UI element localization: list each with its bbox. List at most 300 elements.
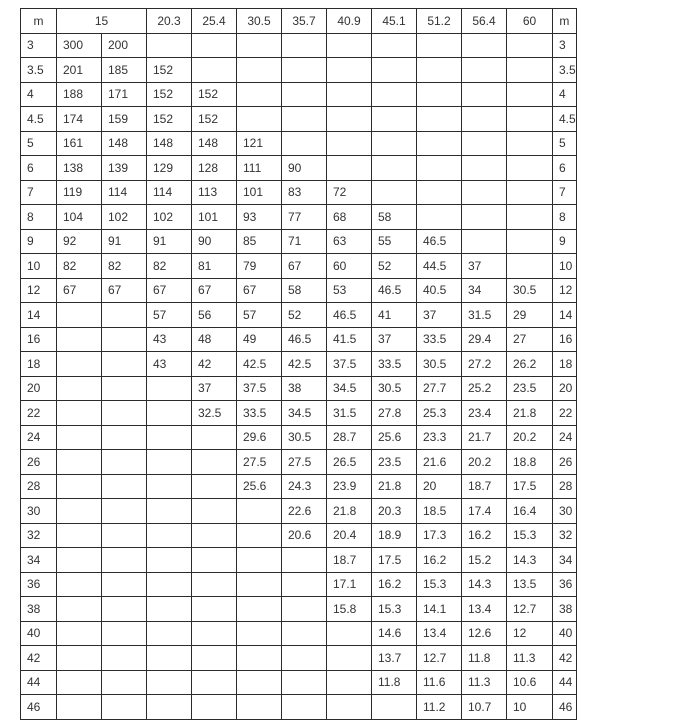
table-row: [21, 254, 577, 279]
capacity-cell: 37: [192, 376, 237, 401]
capacity-cell: 81: [192, 254, 237, 279]
capacity-cell: [282, 107, 327, 132]
table-row: [21, 131, 577, 156]
capacity-cell: 33.5: [417, 327, 462, 352]
capacity-cell: [327, 33, 372, 58]
capacity-cell: [147, 401, 192, 426]
capacity-cell: 23.5: [507, 376, 553, 401]
capacity-cell: [102, 450, 147, 475]
radius-cell-left: 24: [21, 425, 57, 450]
capacity-cell: 17.5: [507, 474, 553, 499]
capacity-cell: 23.4: [462, 401, 507, 426]
radius-cell-right: 26: [553, 450, 577, 475]
capacity-cell: 11.3: [462, 670, 507, 695]
capacity-cell: 85: [237, 229, 282, 254]
capacity-cell: [102, 376, 147, 401]
capacity-cell: 67: [102, 278, 147, 303]
capacity-cell: 53: [327, 278, 372, 303]
capacity-cell: [57, 597, 102, 622]
capacity-cell: 171: [102, 82, 147, 107]
capacity-cell: 17.3: [417, 523, 462, 548]
capacity-cell: 57: [147, 303, 192, 328]
table-row: [21, 499, 577, 524]
capacity-cell: [102, 352, 147, 377]
capacity-cell: 102: [147, 205, 192, 230]
table-row: [21, 548, 577, 573]
capacity-cell: [237, 670, 282, 695]
capacity-cell: [237, 646, 282, 671]
capacity-cell: [102, 474, 147, 499]
capacity-cell: [237, 82, 282, 107]
capacity-cell: 14.1: [417, 597, 462, 622]
capacity-cell: 15.3: [417, 572, 462, 597]
table-row: [21, 278, 577, 303]
capacity-cell: [282, 82, 327, 107]
capacity-cell: 12.7: [507, 597, 553, 622]
capacity-cell: 46.5: [282, 327, 327, 352]
capacity-cell: [282, 670, 327, 695]
capacity-cell: 174: [57, 107, 102, 132]
capacity-cell: [462, 82, 507, 107]
capacity-cell: [417, 58, 462, 83]
table-row: [21, 33, 577, 58]
capacity-cell: [147, 425, 192, 450]
capacity-cell: [507, 180, 553, 205]
radius-cell-right: 7: [553, 180, 577, 205]
radius-cell-right: 3.5: [553, 58, 577, 83]
capacity-cell: [102, 523, 147, 548]
capacity-cell: [327, 82, 372, 107]
radius-cell-right: 34: [553, 548, 577, 573]
capacity-cell: 56: [192, 303, 237, 328]
capacity-cell: 15.2: [462, 548, 507, 573]
capacity-cell: 25.2: [462, 376, 507, 401]
capacity-cell: [282, 621, 327, 646]
capacity-cell: 37: [462, 254, 507, 279]
radius-cell-right: 46: [553, 695, 577, 720]
capacity-cell: 82: [147, 254, 192, 279]
capacity-cell: [327, 670, 372, 695]
capacity-cell: [237, 695, 282, 720]
capacity-cell: 22.6: [282, 499, 327, 524]
capacity-cell: 13.4: [417, 621, 462, 646]
capacity-cell: 27.5: [237, 450, 282, 475]
capacity-cell: [417, 131, 462, 156]
capacity-cell: [327, 156, 372, 181]
capacity-cell: 60: [327, 254, 372, 279]
capacity-cell: 200: [102, 33, 147, 58]
capacity-cell: 91: [147, 229, 192, 254]
capacity-cell: 67: [57, 278, 102, 303]
capacity-cell: [417, 156, 462, 181]
capacity-cell: [57, 450, 102, 475]
radius-cell-right: 36: [553, 572, 577, 597]
radius-cell-right: 18: [553, 352, 577, 377]
radius-cell-right: 38: [553, 597, 577, 622]
radius-header-left: m: [21, 9, 57, 34]
table-row: [21, 180, 577, 205]
capacity-cell: 82: [57, 254, 102, 279]
capacity-cell: 18.5: [417, 499, 462, 524]
capacity-cell: [147, 572, 192, 597]
radius-cell-left: 32: [21, 523, 57, 548]
radius-cell-left: 7: [21, 180, 57, 205]
capacity-cell: 37.5: [237, 376, 282, 401]
radius-cell-left: 22: [21, 401, 57, 426]
capacity-cell: [147, 33, 192, 58]
capacity-cell: 11.3: [507, 646, 553, 671]
radius-cell-right: 4.5: [553, 107, 577, 132]
capacity-cell: [507, 33, 553, 58]
capacity-cell: [372, 695, 417, 720]
boom-length-header: 15: [57, 9, 147, 34]
capacity-cell: 29.4: [462, 327, 507, 352]
capacity-cell: [192, 597, 237, 622]
capacity-cell: 77: [282, 205, 327, 230]
radius-cell-right: 40: [553, 621, 577, 646]
capacity-cell: 12.6: [462, 621, 507, 646]
capacity-cell: 152: [147, 107, 192, 132]
capacity-cell: 79: [237, 254, 282, 279]
capacity-cell: 24.3: [282, 474, 327, 499]
table-row: [21, 450, 577, 475]
capacity-cell: 161: [57, 131, 102, 156]
capacity-cell: [417, 33, 462, 58]
capacity-cell: [462, 180, 507, 205]
table-row: [21, 303, 577, 328]
table-row: [21, 229, 577, 254]
radius-cell-right: 28: [553, 474, 577, 499]
capacity-cell: 29: [507, 303, 553, 328]
capacity-cell: [147, 523, 192, 548]
capacity-cell: 32.5: [192, 401, 237, 426]
capacity-cell: [372, 107, 417, 132]
radius-cell-right: 12: [553, 278, 577, 303]
radius-cell-right: 5: [553, 131, 577, 156]
capacity-cell: [57, 425, 102, 450]
radius-cell-left: 36: [21, 572, 57, 597]
capacity-cell: [282, 58, 327, 83]
boom-length-header: 45.1: [372, 9, 417, 34]
capacity-cell: [147, 597, 192, 622]
radius-cell-left: 26: [21, 450, 57, 475]
capacity-cell: [102, 303, 147, 328]
capacity-cell: 67: [282, 254, 327, 279]
capacity-cell: 30.5: [372, 376, 417, 401]
table-row: [21, 352, 577, 377]
boom-length-header: 25.4: [192, 9, 237, 34]
table-row: [21, 327, 577, 352]
capacity-cell: 31.5: [462, 303, 507, 328]
capacity-cell: [327, 131, 372, 156]
capacity-cell: 111: [237, 156, 282, 181]
radius-cell-left: 6: [21, 156, 57, 181]
radius-header-right: m: [553, 9, 577, 34]
capacity-cell: [57, 499, 102, 524]
radius-cell-right: 24: [553, 425, 577, 450]
capacity-cell: 31.5: [327, 401, 372, 426]
capacity-cell: [192, 548, 237, 573]
table-row: [21, 205, 577, 230]
capacity-cell: 26.2: [507, 352, 553, 377]
boom-length-header: 35.7: [282, 9, 327, 34]
capacity-cell: 129: [147, 156, 192, 181]
capacity-cell: 16.4: [507, 499, 553, 524]
capacity-cell: [192, 58, 237, 83]
capacity-cell: 68: [327, 205, 372, 230]
radius-cell-left: 8: [21, 205, 57, 230]
capacity-cell: [57, 376, 102, 401]
radius-cell-left: 46: [21, 695, 57, 720]
boom-length-header: 20.3: [147, 9, 192, 34]
capacity-cell: [372, 82, 417, 107]
capacity-cell: 67: [147, 278, 192, 303]
capacity-cell: [192, 523, 237, 548]
radius-cell-left: 14: [21, 303, 57, 328]
capacity-cell: [462, 107, 507, 132]
capacity-cell: [417, 82, 462, 107]
capacity-cell: 152: [147, 58, 192, 83]
capacity-cell: 18.7: [327, 548, 372, 573]
capacity-cell: 18.9: [372, 523, 417, 548]
capacity-cell: 46.5: [372, 278, 417, 303]
radius-cell-right: 9: [553, 229, 577, 254]
capacity-cell: [372, 131, 417, 156]
capacity-cell: [282, 572, 327, 597]
capacity-cell: [57, 695, 102, 720]
capacity-cell: 16.2: [462, 523, 507, 548]
capacity-cell: [57, 548, 102, 573]
capacity-cell: 82: [102, 254, 147, 279]
table-row: [21, 425, 577, 450]
capacity-cell: [417, 205, 462, 230]
capacity-cell: [237, 58, 282, 83]
boom-length-header: 30.5: [237, 9, 282, 34]
capacity-cell: 25.6: [237, 474, 282, 499]
capacity-cell: 14.3: [462, 572, 507, 597]
table-row: [21, 156, 577, 181]
capacity-cell: 20.3: [372, 499, 417, 524]
capacity-cell: 25.3: [417, 401, 462, 426]
capacity-cell: [507, 156, 553, 181]
capacity-cell: 33.5: [237, 401, 282, 426]
capacity-cell: 92: [57, 229, 102, 254]
capacity-cell: [507, 205, 553, 230]
capacity-cell: 21.8: [372, 474, 417, 499]
capacity-cell: 33.5: [372, 352, 417, 377]
table-row: [21, 670, 577, 695]
radius-cell-right: 4: [553, 82, 577, 107]
boom-length-header: 56.4: [462, 9, 507, 34]
capacity-cell: 67: [192, 278, 237, 303]
capacity-cell: 38: [282, 376, 327, 401]
capacity-cell: [237, 33, 282, 58]
capacity-cell: 18.8: [507, 450, 553, 475]
capacity-cell: [462, 33, 507, 58]
capacity-cell: 12: [507, 621, 553, 646]
table-row: [21, 646, 577, 671]
capacity-cell: [507, 254, 553, 279]
capacity-cell: [372, 156, 417, 181]
capacity-cell: 37: [417, 303, 462, 328]
radius-cell-left: 18: [21, 352, 57, 377]
capacity-cell: 27.2: [462, 352, 507, 377]
table-row: [21, 523, 577, 548]
capacity-cell: 11.8: [462, 646, 507, 671]
header-row: [21, 9, 577, 34]
capacity-cell: [282, 548, 327, 573]
radius-cell-right: 6: [553, 156, 577, 181]
capacity-cell: 15.3: [507, 523, 553, 548]
capacity-cell: [147, 499, 192, 524]
capacity-cell: 41.5: [327, 327, 372, 352]
capacity-cell: 13.5: [507, 572, 553, 597]
table-row: [21, 401, 577, 426]
capacity-cell: 43: [147, 352, 192, 377]
capacity-cell: 63: [327, 229, 372, 254]
capacity-cell: [192, 695, 237, 720]
capacity-cell: 91: [102, 229, 147, 254]
capacity-cell: 48: [192, 327, 237, 352]
capacity-cell: 20.4: [327, 523, 372, 548]
capacity-cell: 58: [372, 205, 417, 230]
capacity-cell: [192, 646, 237, 671]
capacity-cell: [147, 621, 192, 646]
capacity-cell: 20.2: [462, 450, 507, 475]
radius-cell-left: 16: [21, 327, 57, 352]
capacity-cell: [462, 131, 507, 156]
capacity-cell: [192, 499, 237, 524]
capacity-cell: [282, 131, 327, 156]
capacity-cell: 52: [372, 254, 417, 279]
capacity-cell: 72: [327, 180, 372, 205]
capacity-cell: 25.6: [372, 425, 417, 450]
load-chart-table: [20, 8, 577, 720]
boom-length-header: 60: [507, 9, 553, 34]
radius-cell-right: 30: [553, 499, 577, 524]
capacity-cell: 13.7: [372, 646, 417, 671]
capacity-cell: [237, 523, 282, 548]
capacity-cell: [102, 401, 147, 426]
capacity-cell: [102, 670, 147, 695]
capacity-cell: 114: [147, 180, 192, 205]
capacity-cell: [237, 548, 282, 573]
capacity-cell: 55: [372, 229, 417, 254]
capacity-cell: 34.5: [327, 376, 372, 401]
capacity-cell: [192, 670, 237, 695]
capacity-cell: 14.6: [372, 621, 417, 646]
table-row: [21, 107, 577, 132]
boom-length-header: 40.9: [327, 9, 372, 34]
radius-cell-right: 3: [553, 33, 577, 58]
capacity-cell: 148: [192, 131, 237, 156]
capacity-cell: 43: [147, 327, 192, 352]
capacity-cell: 58: [282, 278, 327, 303]
capacity-cell: 148: [147, 131, 192, 156]
capacity-cell: 29.6: [237, 425, 282, 450]
radius-cell-left: 5: [21, 131, 57, 156]
capacity-cell: 113: [192, 180, 237, 205]
radius-cell-left: 4: [21, 82, 57, 107]
capacity-cell: [372, 58, 417, 83]
capacity-cell: 152: [192, 82, 237, 107]
capacity-cell: [102, 572, 147, 597]
capacity-cell: 23.5: [372, 450, 417, 475]
capacity-cell: [327, 58, 372, 83]
radius-cell-left: 40: [21, 621, 57, 646]
capacity-cell: [57, 572, 102, 597]
capacity-cell: [327, 646, 372, 671]
table-row: [21, 82, 577, 107]
capacity-cell: 28.7: [327, 425, 372, 450]
capacity-cell: [192, 425, 237, 450]
table-row: [21, 58, 577, 83]
capacity-cell: 37.5: [327, 352, 372, 377]
capacity-cell: [102, 499, 147, 524]
table-row: [21, 597, 577, 622]
capacity-cell: [102, 548, 147, 573]
capacity-cell: [147, 695, 192, 720]
capacity-cell: [147, 450, 192, 475]
capacity-cell: [237, 597, 282, 622]
capacity-cell: 23.3: [417, 425, 462, 450]
capacity-cell: 67: [237, 278, 282, 303]
capacity-cell: 188: [57, 82, 102, 107]
capacity-cell: 114: [102, 180, 147, 205]
capacity-cell: [462, 205, 507, 230]
capacity-cell: 90: [192, 229, 237, 254]
capacity-cell: 46.5: [417, 229, 462, 254]
radius-cell-right: 16: [553, 327, 577, 352]
capacity-cell: 101: [237, 180, 282, 205]
table-row: [21, 621, 577, 646]
capacity-cell: [327, 695, 372, 720]
capacity-cell: 17.5: [372, 548, 417, 573]
capacity-cell: [282, 646, 327, 671]
radius-cell-left: 12: [21, 278, 57, 303]
capacity-cell: [57, 646, 102, 671]
table-body: [21, 33, 577, 719]
capacity-cell: [102, 327, 147, 352]
capacity-cell: [507, 58, 553, 83]
capacity-cell: [147, 548, 192, 573]
capacity-cell: [57, 352, 102, 377]
capacity-cell: 27.5: [282, 450, 327, 475]
capacity-cell: 37: [372, 327, 417, 352]
capacity-cell: 17.1: [327, 572, 372, 597]
capacity-cell: [237, 499, 282, 524]
capacity-cell: 21.8: [327, 499, 372, 524]
capacity-cell: 11.2: [417, 695, 462, 720]
capacity-cell: 14.3: [507, 548, 553, 573]
table-row: [21, 376, 577, 401]
capacity-cell: 42.5: [282, 352, 327, 377]
capacity-cell: 90: [282, 156, 327, 181]
boom-length-header: 51.2: [417, 9, 462, 34]
capacity-cell: [192, 450, 237, 475]
capacity-cell: [507, 82, 553, 107]
capacity-cell: [462, 58, 507, 83]
capacity-cell: 71: [282, 229, 327, 254]
capacity-cell: 152: [192, 107, 237, 132]
capacity-cell: [102, 597, 147, 622]
capacity-cell: [327, 107, 372, 132]
capacity-cell: 30.5: [507, 278, 553, 303]
radius-cell-right: 32: [553, 523, 577, 548]
capacity-cell: [57, 401, 102, 426]
radius-cell-right: 20: [553, 376, 577, 401]
capacity-cell: [507, 107, 553, 132]
